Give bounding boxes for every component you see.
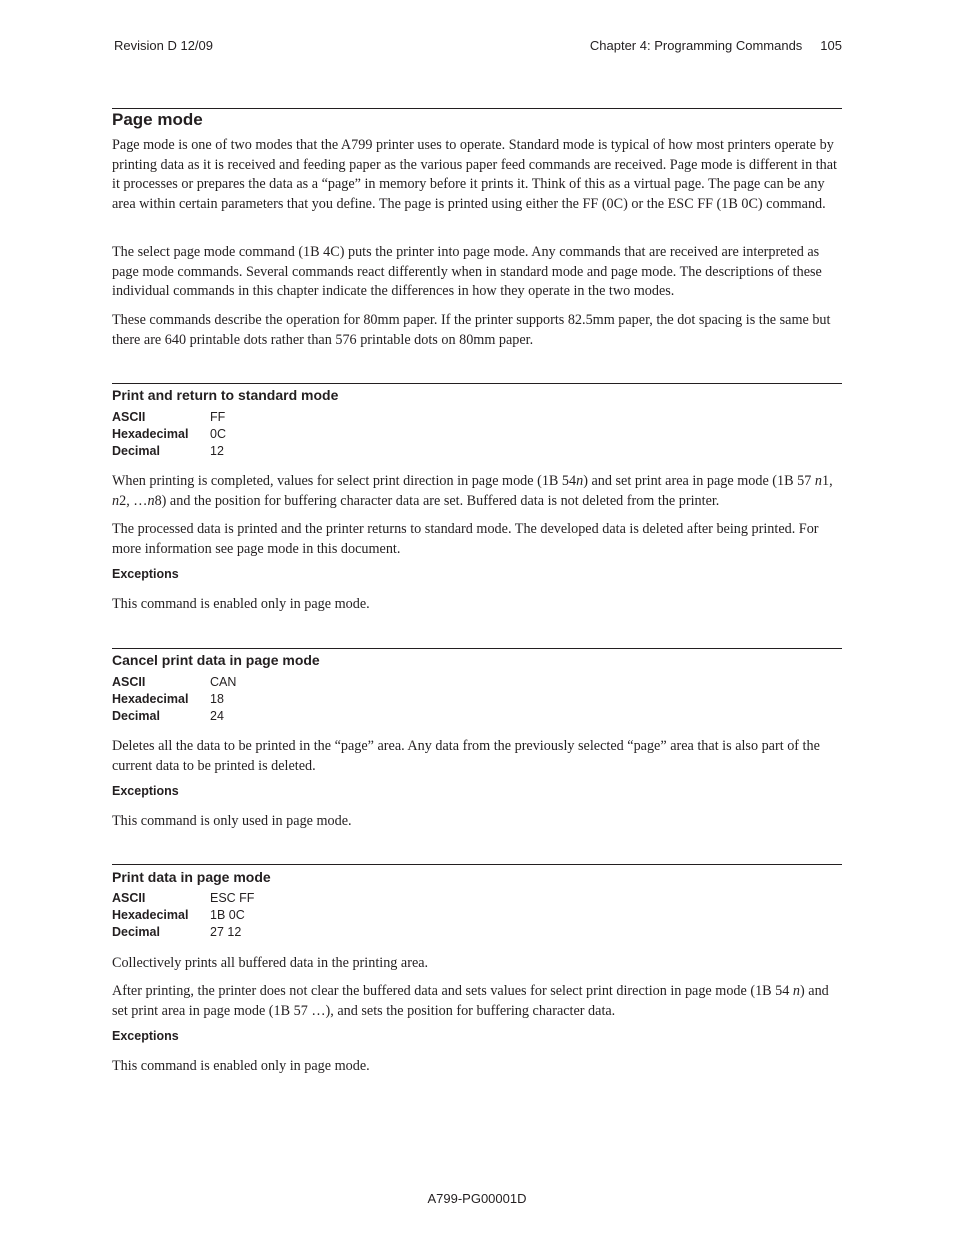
print-return-paragraph-2: The processed data is printed and the printer returns to standard mode. The developed data is deleted after being printed. For more information see page mode in this document. bbox=[112, 521, 819, 557]
chapter-title: Chapter 4: Programming Commands bbox=[589, 38, 803, 53]
page-mode-paragraph-2: The select page mode command (1B 4C) puts the printer into page mode. Any commands that are received are interpreted as page mode commands. Several commands react differently when in standard mode and page mode. The descriptions of these individual commands in this chapter indicate the differences in how they operate in the two modes. bbox=[112, 244, 822, 300]
value-decimal: 12 bbox=[210, 444, 224, 458]
section-divider bbox=[112, 648, 842, 649]
value-hexadecimal: 0C bbox=[210, 427, 226, 441]
label-hexadecimal: Hexadecimal bbox=[112, 908, 189, 922]
command-title-print-data: Print data in page mode bbox=[112, 869, 271, 885]
command-codes-print-data bbox=[112, 890, 254, 941]
command-codes-print-return bbox=[112, 409, 226, 460]
command-title-print-return: Print and return to standard mode bbox=[112, 387, 339, 403]
value-ascii: FF bbox=[210, 410, 226, 424]
cancel-exception-text: This command is only used in page mode. bbox=[112, 813, 352, 829]
command-codes-cancel bbox=[112, 674, 236, 725]
label-ascii: ASCII bbox=[112, 675, 146, 689]
section-divider bbox=[112, 383, 842, 384]
print-data-paragraph-2 bbox=[112, 982, 842, 1021]
value-ascii: ESC FF bbox=[210, 891, 255, 905]
label-hexadecimal: Hexadecimal bbox=[112, 692, 189, 706]
text-run: ) and set print area in page mode (1B 57 …), and sets the position for buffering character data. bbox=[112, 983, 829, 1019]
page-header-revision: Revision D 12/09 bbox=[114, 38, 213, 53]
value-hexadecimal: 18 bbox=[210, 692, 224, 706]
command-title-cancel: Cancel print data in page mode bbox=[112, 652, 320, 668]
section-divider bbox=[112, 108, 842, 109]
label-decimal: Decimal bbox=[112, 925, 160, 939]
param-n: n bbox=[792, 983, 801, 999]
print-data-paragraph-1: Collectively prints all buffered data in the printing area. bbox=[112, 955, 429, 971]
page-mode-paragraph-1: Page mode is one of two modes that the A799 printer uses to operate. Standard mode is typical of how most printers operate by printing data as it is received and feeding paper as the various paper feed commands are received. Page mode is different in that it processes or prepares the data as a “page” in memory before it prints it. Think of this as a virtual page. The page can be any area within certain parameters that you define. The page is printed using either the FF (0C) or the ESC FF (1B 0C) command. bbox=[112, 137, 837, 212]
page-number: 105 bbox=[820, 38, 842, 53]
section-divider bbox=[112, 864, 842, 865]
value-hexadecimal: 1B 0C bbox=[210, 908, 245, 922]
text-run: When printing is completed, values for select print direction in page mode (1B 54 bbox=[112, 473, 577, 489]
param-n: n bbox=[147, 492, 155, 509]
text-run: 8) and the position for buffering character data are set. Buffered data is not deleted from the printer. bbox=[154, 492, 720, 509]
param-n: n bbox=[112, 492, 120, 509]
page-header-chapter bbox=[590, 38, 842, 53]
print-data-exception-text: This command is enabled only in page mode. bbox=[112, 1058, 370, 1074]
label-ascii: ASCII bbox=[112, 891, 146, 905]
text-run: 2, … bbox=[119, 492, 148, 509]
param-n: n bbox=[814, 473, 822, 489]
exceptions-heading: Exceptions bbox=[112, 784, 179, 798]
cancel-paragraph-1: Deletes all the data to be printed in the “page” area. Any data from the previously selected “page” area that is also part of the current data to be printed is deleted. bbox=[112, 738, 820, 774]
value-ascii: CAN bbox=[210, 675, 237, 689]
section-title-page-mode: Page mode bbox=[112, 110, 203, 129]
label-decimal: Decimal bbox=[112, 444, 160, 458]
label-decimal: Decimal bbox=[112, 709, 160, 723]
print-return-exception-text: This command is enabled only in page mode. bbox=[112, 596, 370, 612]
exceptions-heading: Exceptions bbox=[112, 1029, 179, 1043]
value-decimal: 27 12 bbox=[210, 925, 242, 939]
text-run: ) and set print area in page mode (1B 57 bbox=[583, 473, 815, 489]
page-footer-doc-id: A799-PG00001D bbox=[427, 1191, 527, 1206]
exceptions-heading: Exceptions bbox=[112, 567, 179, 581]
text-run: 1, bbox=[821, 473, 833, 489]
text-run: After printing, the printer does not clear the buffered data and sets values for select print direction in page mode (1B 54 bbox=[112, 983, 793, 999]
value-decimal: 24 bbox=[210, 709, 224, 723]
page-mode-paragraph-3: These commands describe the operation for 80mm paper. If the printer supports 82.5mm paper, the dot spacing is the same but there are 640 printable dots rather than 576 printable dots on 80mm paper. bbox=[112, 312, 831, 348]
label-hexadecimal: Hexadecimal bbox=[112, 427, 189, 441]
print-return-paragraph-1 bbox=[112, 472, 842, 511]
param-n: n bbox=[576, 473, 584, 489]
label-ascii: ASCII bbox=[112, 410, 146, 424]
